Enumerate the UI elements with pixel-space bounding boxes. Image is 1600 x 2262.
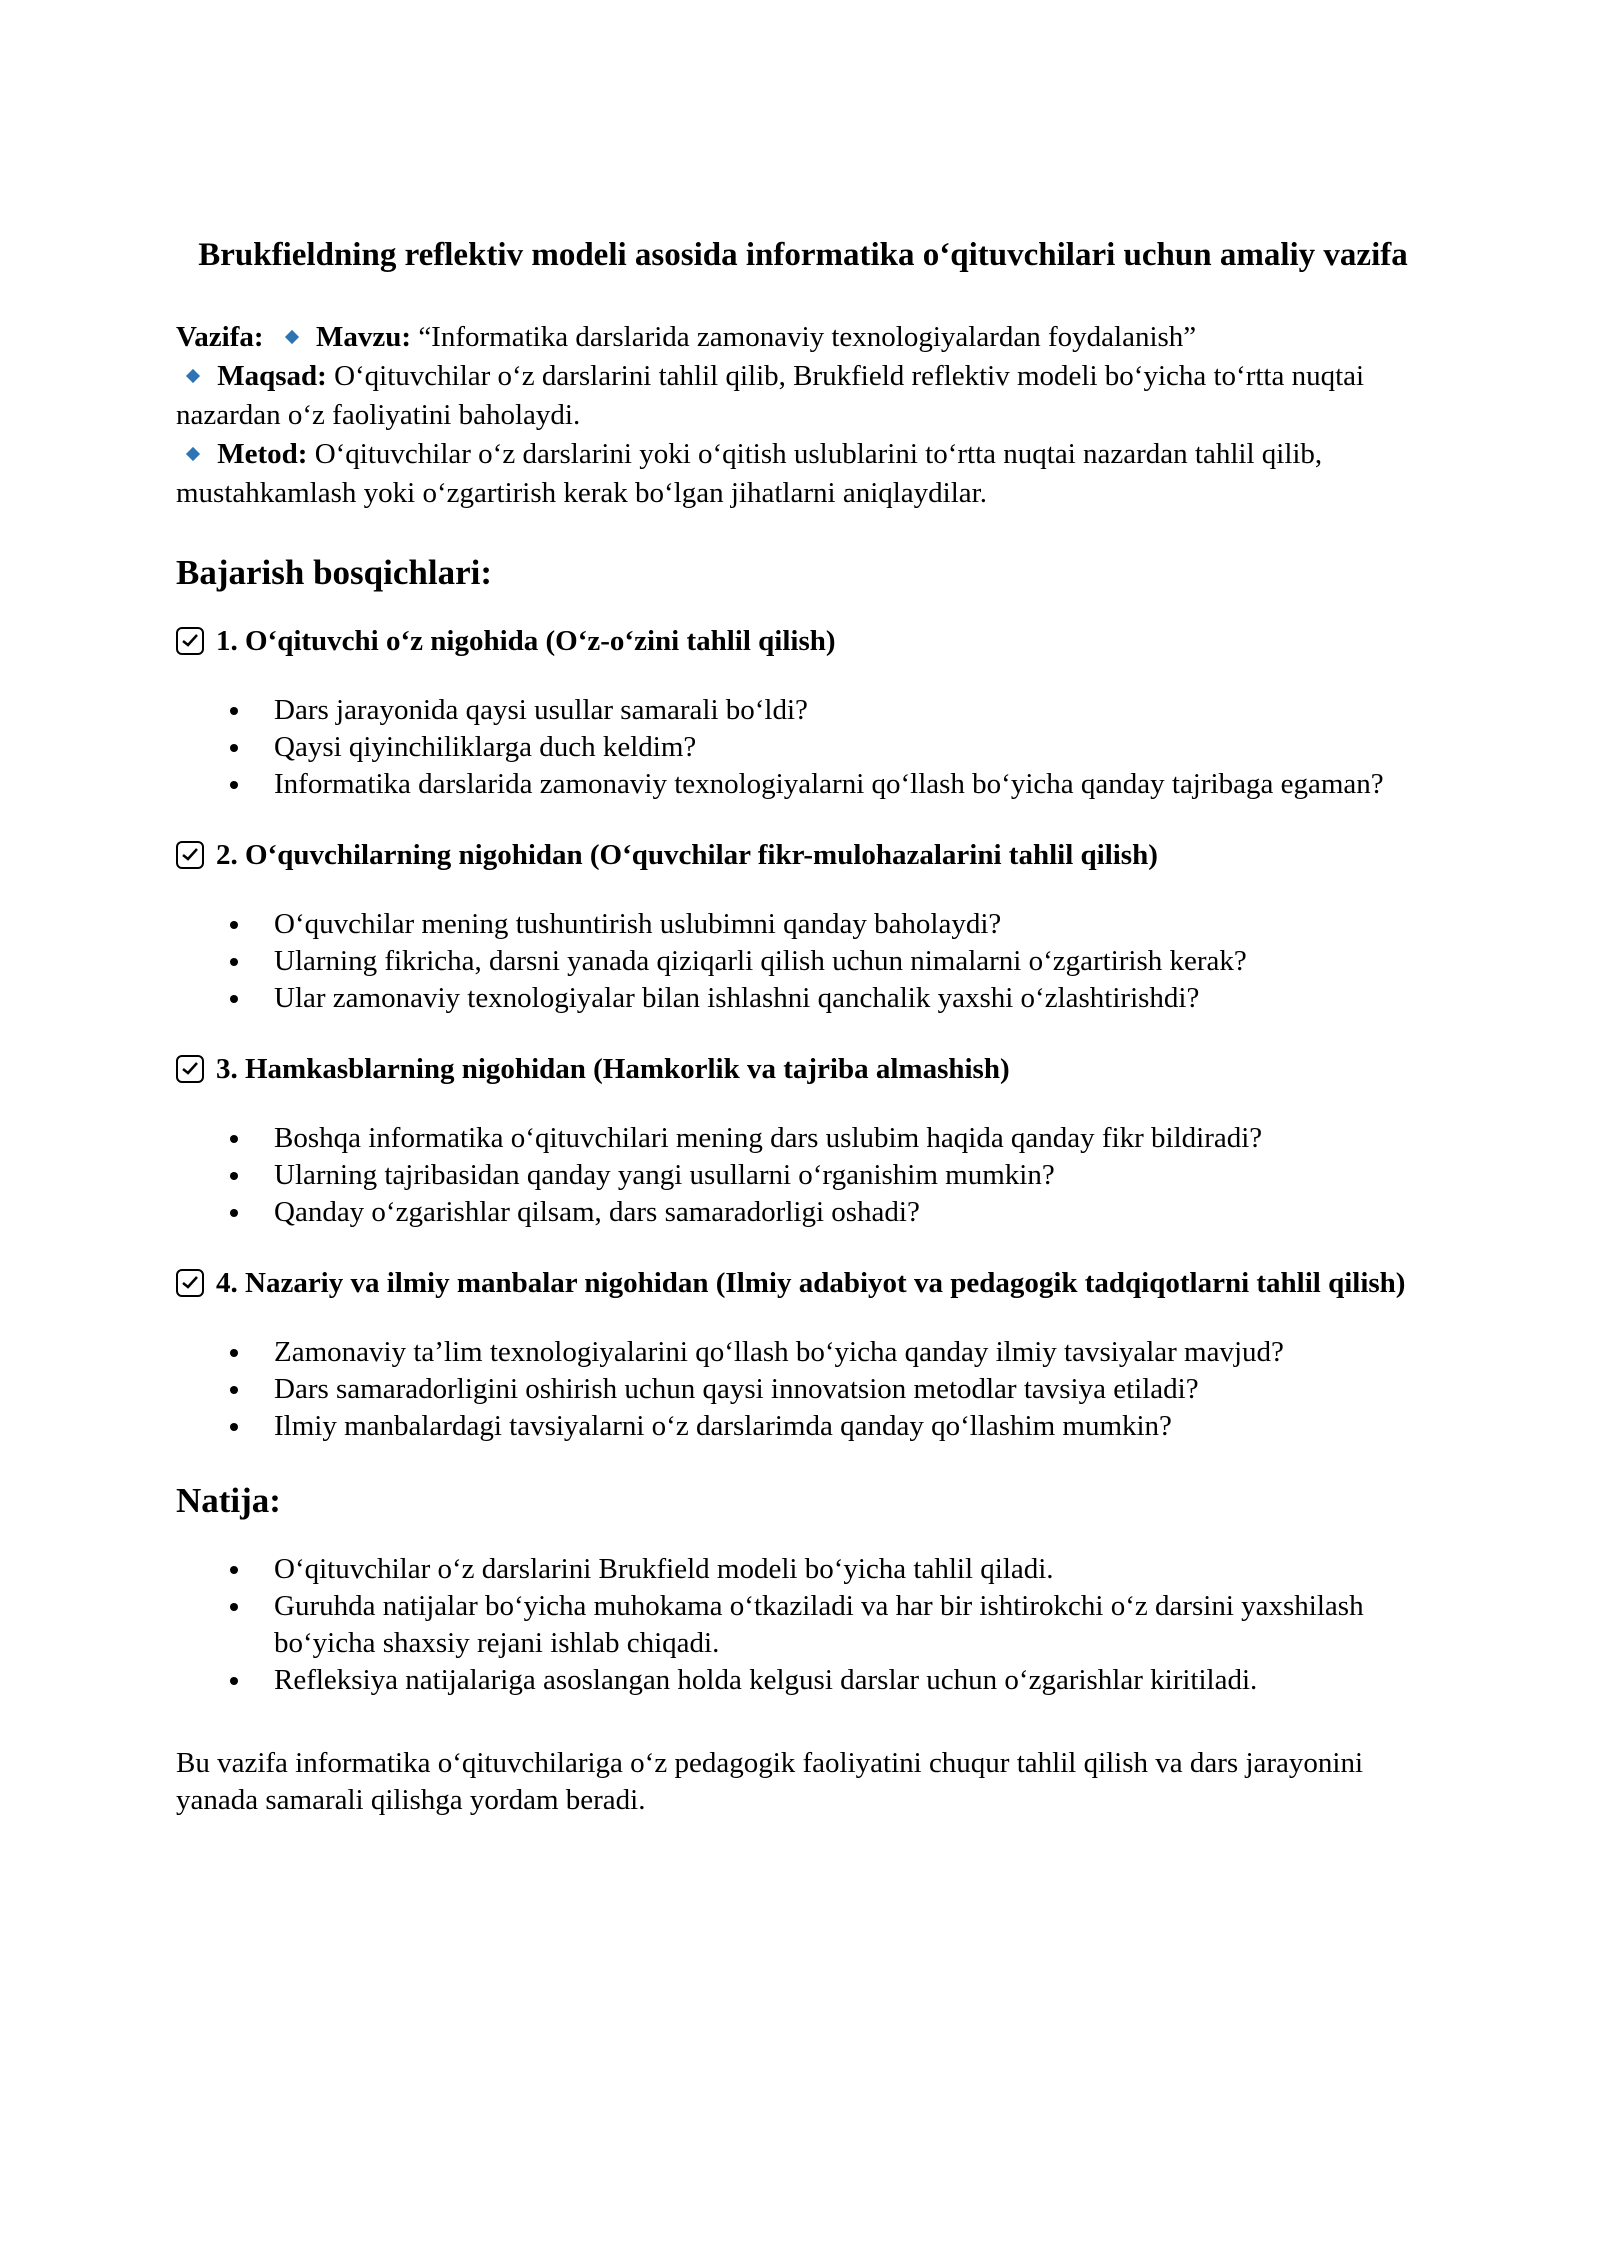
bullet-icon [230,1349,238,1357]
list-item-text: O‘quvchilar mening tushuntirish uslubimni qanday baholaydi? [274,908,1002,940]
bullet-icon [230,958,238,966]
checkbox-checked-icon [176,1055,204,1083]
step-title: 4. Nazariy va ilmiy manbalar nigohidan (Ilmiy adabiyot va pedagogik tadqiqotlarni tahlil qilish) [216,1267,1406,1299]
step-heading [176,623,1430,660]
checkbox-checked-icon [176,841,204,869]
list-item [176,729,1430,766]
list-item [176,943,1430,980]
step-list [176,692,1430,803]
step-list [176,1120,1430,1231]
bullet-icon [230,1677,238,1685]
diamond-icon [285,330,299,344]
list-item [176,1157,1430,1194]
list-item-text: Qaysi qiyinchiliklarga duch keldim? [274,731,697,763]
list-item-text: Refleksiya natijalariga asoslangan holda kelgusi darslar uchun o‘zgarishlar kiritiladi. [274,1664,1258,1696]
checkbox-checked-icon [176,1269,204,1297]
diamond-icon [186,369,200,383]
maqsad-text: O‘qituvchilar o‘z darslarini tahlil qilib, Brukfield reflektiv modeli bo‘yicha to‘rtta nuqtai nazardan o‘z faoliyatini baholaydi. [176,360,1365,431]
bullet-icon [230,921,238,929]
list-item-text: Guruhda natijalar bo‘yicha muhokama o‘tkaziladi va har bir ishtirokchi o‘z darsini yaxshilash bo‘yicha shaxsiy rejani ishlab chiqadi. [274,1590,1364,1659]
list-item [176,1588,1430,1662]
step-title: 3. Hamkasblarning nigohidan (Hamkorlik va tajriba almashish) [216,1053,1010,1085]
diamond-icon [186,447,200,461]
result-list [176,1551,1430,1699]
bullet-icon [230,1566,238,1574]
list-item-text: Informatika darslarida zamonaviy texnologiyalarni qo‘llash bo‘yicha qanday tajribaga egaman? [274,768,1384,800]
document-title: Brukfieldning reflektiv modeli asosida informatika o‘qituvchilari uchun amaliy vazifa [198,237,1408,273]
result-heading: Natija: [176,1481,281,1520]
list-item-text: Dars jarayonida qaysi usullar samarali bo‘ldi? [274,694,808,726]
list-item-text: Dars samaradorligini oshirish uchun qaysi innovatsion metodlar tavsiya etiladi? [274,1373,1199,1405]
list-item [176,1662,1430,1699]
list-item-text: Ilmiy manbalardagi tavsiyalarni o‘z darslarimda qanday qo‘llashim mumkin? [274,1410,1172,1442]
list-item [176,980,1430,1017]
conclusion-paragraph: Bu vazifa informatika o‘qituvchilariga o‘z pedagogik faoliyatini chuqur tahlil qilish va dars jarayonini yanada samarali qilishga yordam beradi. [176,1747,1364,1816]
mavzu-text: “Informatika darslarida zamonaviy texnologiyalardan foydalanish” [418,321,1197,353]
list-item [176,906,1430,943]
list-item-text: Zamonaviy ta’lim texnologiyalarini qo‘llash bo‘yicha qanday ilmiy tavsiyalar mavjud? [274,1336,1284,1368]
list-item-text: Boshqa informatika o‘qituvchilari mening dars uslubim haqida qanday fikr bildiradi? [274,1122,1263,1154]
step-heading [176,837,1430,874]
list-item [176,1334,1430,1371]
bullet-icon [230,744,238,752]
list-item [176,766,1430,803]
bullet-icon [230,1135,238,1143]
step-title: 2. O‘quvchilarning nigohidan (O‘quvchilar fikr-mulohazalarini tahlil qilish) [216,839,1158,871]
bullet-icon [230,707,238,715]
list-item-text: Ularning fikricha, darsni yanada qiziqarli qilish uchun nimalarni o‘zgartirish kerak? [274,945,1247,977]
list-item-text: O‘qituvchilar o‘z darslarini Brukfield modeli bo‘yicha tahlil qiladi. [274,1553,1054,1585]
bullet-icon [230,1386,238,1394]
step-heading [176,1051,1430,1088]
metod-text: O‘qituvchilar o‘z darslarini yoki o‘qitish uslublarini to‘rtta nuqtai nazardan tahlil qilib, mustahkamlash yoki o‘zgartirish kerak bo‘lgan jihatlarni aniqlaydilar. [176,438,1323,509]
bullet-icon [230,1172,238,1180]
document-content [176,234,1430,1819]
step-title: 1. O‘qituvchi o‘z nigohida (O‘z-o‘zini tahlil qilish) [216,625,836,657]
mavzu-label: Mavzu: [316,321,412,353]
list-item [176,692,1430,729]
vazifa-label: Vazifa: [176,321,264,353]
maqsad-label: Maqsad: [217,360,327,392]
list-item [176,1120,1430,1157]
bullet-icon [230,1423,238,1431]
steps-heading: Bajarish bosqichlari: [176,553,493,592]
bullet-icon [230,1209,238,1217]
step-heading [176,1265,1430,1302]
list-item-text: Qanday o‘zgarishlar qilsam, dars samaradorligi oshadi? [274,1196,920,1228]
list-item [176,1371,1430,1408]
bullet-icon [230,1603,238,1611]
metod-label: Metod: [217,438,308,470]
list-item [176,1551,1430,1588]
intro-line-mavzu [176,318,1430,357]
bullet-icon [230,781,238,789]
list-item-text: Ular zamonaviy texnologiyalar bilan ishlashni qanchalik yaxshi o‘zlashtirishdi? [274,982,1200,1014]
step-list [176,1334,1430,1445]
list-item [176,1194,1430,1231]
intro-section [176,318,1430,513]
bullet-icon [230,995,238,1003]
intro-line-metod [176,435,1430,513]
intro-line-maqsad [176,357,1430,435]
list-item-text: Ularning tajribasidan qanday yangi usullarni o‘rganishim mumkin? [274,1159,1055,1191]
checkbox-checked-icon [176,627,204,655]
list-item [176,1408,1430,1445]
step-list [176,906,1430,1017]
